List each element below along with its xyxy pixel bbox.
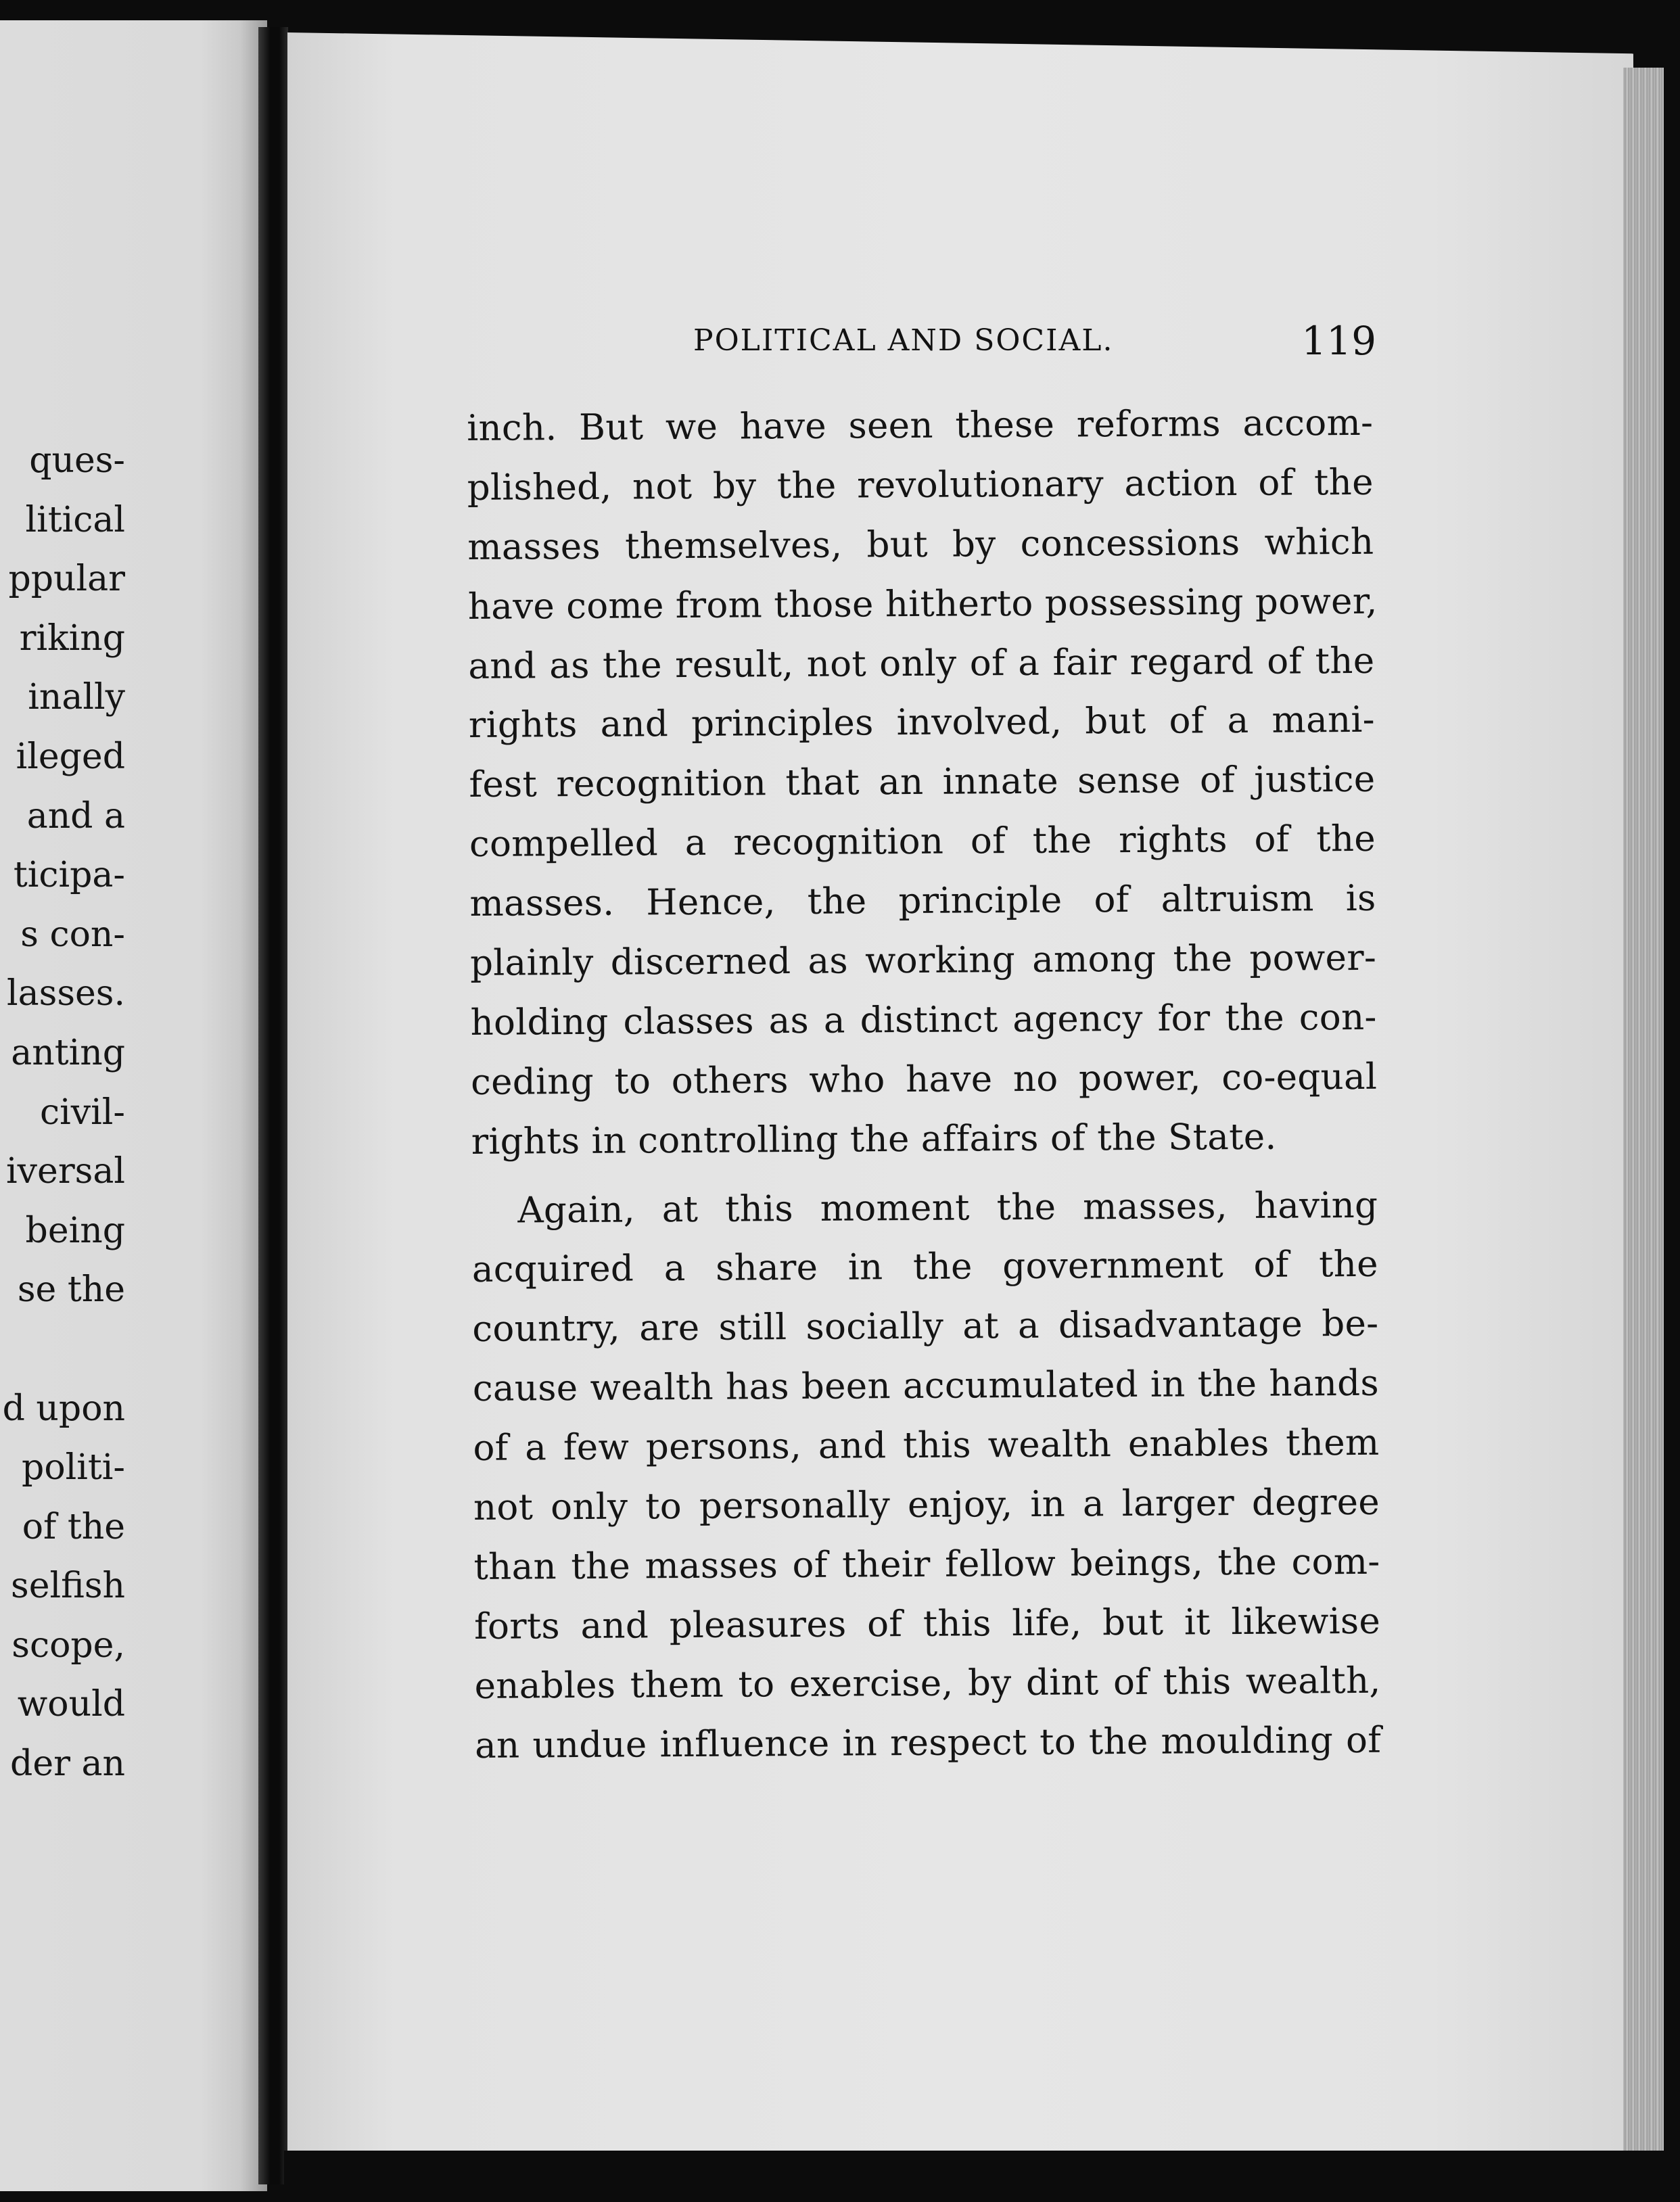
text-line: an undue influence in respect to the moulding of	[474, 1719, 1382, 1766]
left-fragment: would	[17, 1684, 125, 1725]
text-line: masses themselves, but by concessions which	[467, 521, 1374, 568]
left-fragment: ppular	[8, 559, 125, 600]
left-fragment: iversal	[6, 1151, 125, 1192]
text-line: compelled a recognition of the rights of the	[469, 818, 1376, 866]
left-fragment: being	[25, 1210, 125, 1251]
left-fragment-gap	[0, 1320, 125, 1380]
text-line: than the masses of their fellow beings, the com-	[473, 1541, 1380, 1588]
text-line: inch. But we have seen these reforms accom-	[467, 402, 1374, 449]
page-fore-edge	[1623, 68, 1664, 2171]
text-line: and as the result, not only of a fair regard of the	[468, 640, 1375, 687]
left-fragment: ticipa-	[13, 855, 125, 896]
left-fragment: scope,	[11, 1624, 125, 1666]
left-fragment: of the	[22, 1506, 125, 1547]
left-page	[0, 20, 267, 2191]
text-line: acquired a share in the government of the	[471, 1244, 1379, 1291]
text-line: of a few persons, and this wealth enables them	[473, 1422, 1380, 1470]
left-fragment: politi-	[22, 1447, 125, 1489]
paragraph	[471, 1175, 1381, 1775]
text-line: ceding to others who have no power, co-equal	[470, 1056, 1378, 1103]
left-fragment: der an	[10, 1743, 125, 1785]
text-line: Again, at this moment the masses, having	[517, 1184, 1378, 1232]
left-fragment: ques-	[29, 440, 125, 481]
body-text	[467, 394, 1381, 1776]
text-line: plainly discerned as working among the power-	[469, 937, 1377, 984]
text-line: plished, not by the revolutionary action of the	[467, 461, 1374, 509]
text-line: holding classes as a distinct agency for the con-	[470, 996, 1377, 1044]
text-line: fest recognition that an innate sense of justice	[469, 759, 1376, 806]
left-fragment: ileged	[16, 736, 125, 777]
left-fragment: litical	[25, 499, 125, 540]
text-line: country, are still socially at a disadvantage be-	[472, 1303, 1379, 1351]
book-gutter	[258, 27, 288, 2184]
text-line: not only to personally enjoy, in a larger degree	[473, 1481, 1380, 1528]
left-fragment: lasses.	[7, 973, 125, 1014]
left-fragment: s con-	[20, 914, 125, 955]
left-fragment: anting	[11, 1032, 125, 1073]
left-fragment: se the	[17, 1269, 125, 1311]
text-line: rights in controlling the affairs of the State.	[471, 1116, 1277, 1163]
left-fragment: civil-	[40, 1092, 125, 1133]
text-line: cause wealth has been accumulated in the hands	[472, 1363, 1380, 1410]
text-line: rights and principles involved, but of a mani-	[468, 699, 1376, 747]
scan-border	[284, 2151, 1671, 2202]
left-fragment: d upon	[2, 1388, 125, 1429]
text-line: forts and pleasures of this life, but it likewise	[473, 1600, 1381, 1647]
text-line: masses. Hence, the principle of altruism is	[469, 877, 1376, 925]
left-fragment: selfish	[11, 1566, 125, 1607]
running-title: POLITICAL AND SOCIAL.	[693, 323, 1114, 358]
text-line: have come from those hitherto possessing power,	[467, 580, 1378, 628]
page-number: 119	[1301, 318, 1376, 364]
running-head	[693, 318, 1376, 365]
left-page-text-fragments	[0, 431, 125, 1794]
text-line: enables them to exercise, by dint of this wealth,	[474, 1660, 1381, 1707]
left-fragment: riking	[19, 617, 125, 659]
left-fragment: and a	[26, 795, 125, 837]
paragraph	[467, 394, 1378, 1172]
left-fragment: inally	[28, 677, 125, 718]
